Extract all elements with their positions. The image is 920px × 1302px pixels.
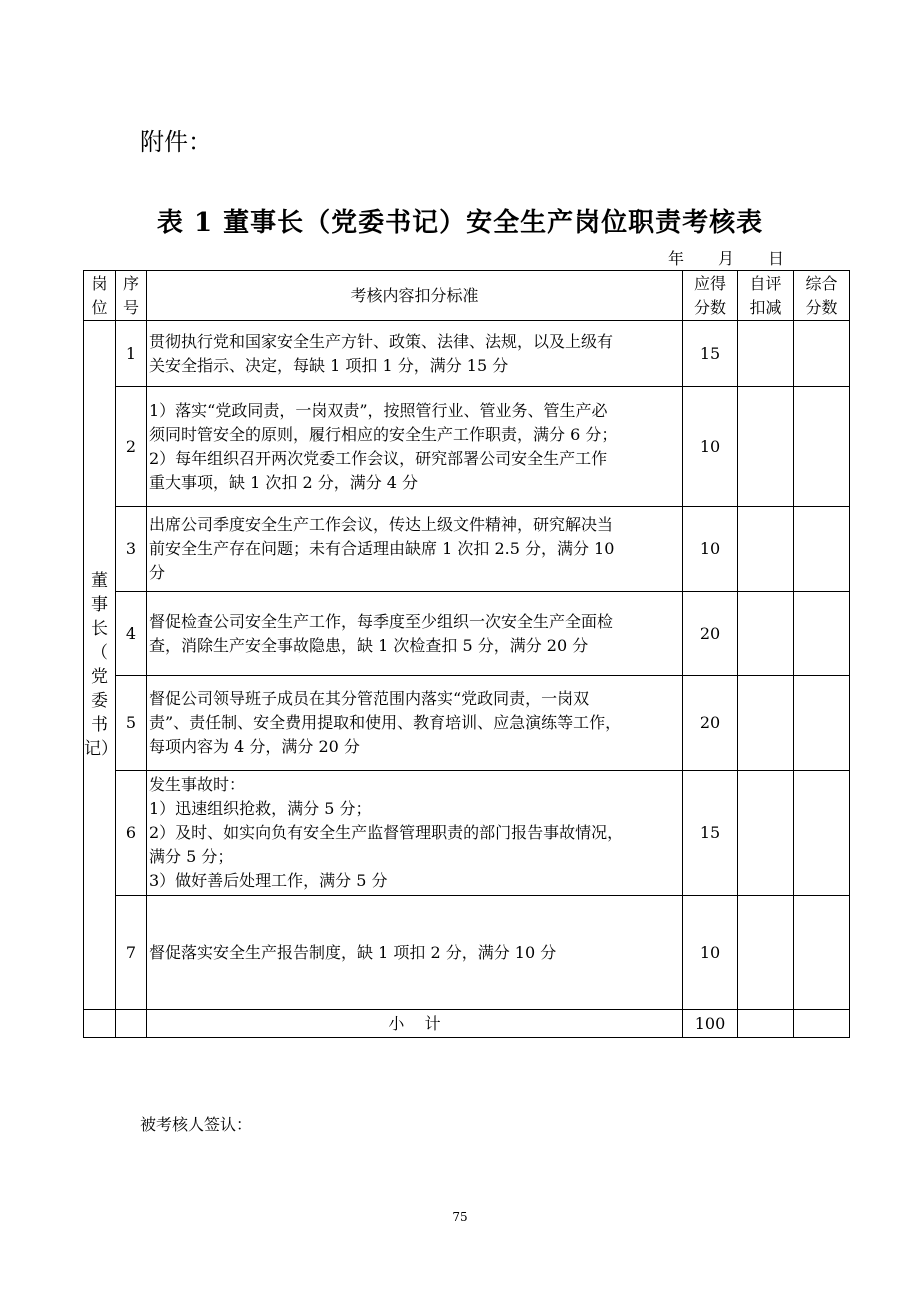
row-self-deduct[interactable] [738,771,794,896]
page-number: 75 [452,1210,468,1224]
row-content: 督促检查公司安全生产工作，每季度至少组织一次安全生产全面检 查，消除生产安全事故隐患，缺 1 次检查扣 5 分，满分 20 分 [147,592,683,676]
row-score: 20 [683,592,738,676]
subtotal-self-deduct[interactable] [738,1010,794,1038]
header-content: 考核内容扣分标准 [147,271,683,321]
row-self-deduct[interactable] [738,507,794,592]
row-total-score[interactable] [794,592,850,676]
row-number: 5 [116,676,147,771]
table-row [84,896,850,1010]
row-content: 督促落实安全生产报告制度，缺 1 项扣 2 分，满分 10 分 [147,896,683,1010]
subtotal-post-cell [84,1010,116,1038]
post-cell: 董 事 长 （ 党 委 书 记） [84,321,116,1010]
header-self: 自评 扣减 [738,271,794,321]
table-header-row [84,271,850,321]
date-day: 日 [768,249,785,268]
row-score: 15 [683,771,738,896]
row-score: 10 [683,896,738,1010]
row-number: 1 [116,321,147,387]
table-row [84,387,850,507]
row-score: 20 [683,676,738,771]
row-score: 15 [683,321,738,387]
row-number: 4 [116,592,147,676]
table-row [84,321,850,387]
row-number: 3 [116,507,147,592]
row-score: 10 [683,387,738,507]
row-total-score[interactable] [794,321,850,387]
table-row [84,592,850,676]
row-self-deduct[interactable] [738,592,794,676]
date-year: 年 [668,249,685,268]
table-row [84,771,850,896]
row-self-deduct[interactable] [738,676,794,771]
table-row [84,507,850,592]
table-row [84,676,850,771]
row-total-score[interactable] [794,676,850,771]
row-self-deduct[interactable] [738,896,794,1010]
row-total-score[interactable] [794,387,850,507]
assessment-table [83,270,850,1038]
date-month: 月 [718,249,735,268]
row-content: 1）落实“党政同责，一岗双责”，按照管行业、管业务、管生产必 须同时管安全的原则，履行相应的安全生产工作职责，满分 6 分； 2）每年组织召开两次党委工作会议，研究部署公司安全生产工作 重大事项，缺 1 次扣 2 分，满分 4 分 [147,387,683,507]
row-number: 6 [116,771,147,896]
row-total-score[interactable] [794,771,850,896]
header-no: 序 号 [116,271,147,321]
subtotal-row [84,1010,850,1038]
row-content: 督促公司领导班子成员在其分管范围内落实“党政同责，一岗双 责”、责任制、安全费用提取和使用、教育培训、应急演练等工作， 每项内容为 4 分，满分 20 分 [147,676,683,771]
row-content: 发生事故时： 1）迅速组织抢救，满分 5 分； 2）及时、如实向负有安全生产监督管理职责的部门报告事故情况， 满分 5 分； 3）做好善后处理工作，满分 5 分 [147,771,683,896]
header-score: 应得 分数 [683,271,738,321]
subtotal-total-score[interactable] [794,1010,850,1038]
row-score: 10 [683,507,738,592]
header-total: 综合 分数 [794,271,850,321]
date-line [668,246,784,269]
row-number: 2 [116,387,147,507]
row-content: 贯彻执行党和国家安全生产方针、政策、法律、法规，以及上级有 关安全指示、决定，每缺 1 项扣 1 分，满分 15 分 [147,321,683,387]
subtotal-no-cell [116,1010,147,1038]
row-content: 出席公司季度安全生产工作会议，传达上级文件精神，研究解决当 前安全生产存在问题；未有合适理由缺席 1 次扣 2.5 分，满分 10 分 [147,507,683,592]
row-self-deduct[interactable] [738,321,794,387]
row-total-score[interactable] [794,507,850,592]
header-post: 岗 位 [84,271,116,321]
signature-label: 被考核人签认： [140,1115,253,1134]
row-total-score[interactable] [794,896,850,1010]
attachment-label: 附件： [140,128,212,156]
row-self-deduct[interactable] [738,387,794,507]
subtotal-label: 小 计 [147,1010,683,1038]
row-number: 7 [116,896,147,1010]
page-title: 表 1 董事长（党委书记）安全生产岗位职责考核表 [156,208,764,238]
subtotal-score: 100 [683,1010,738,1038]
